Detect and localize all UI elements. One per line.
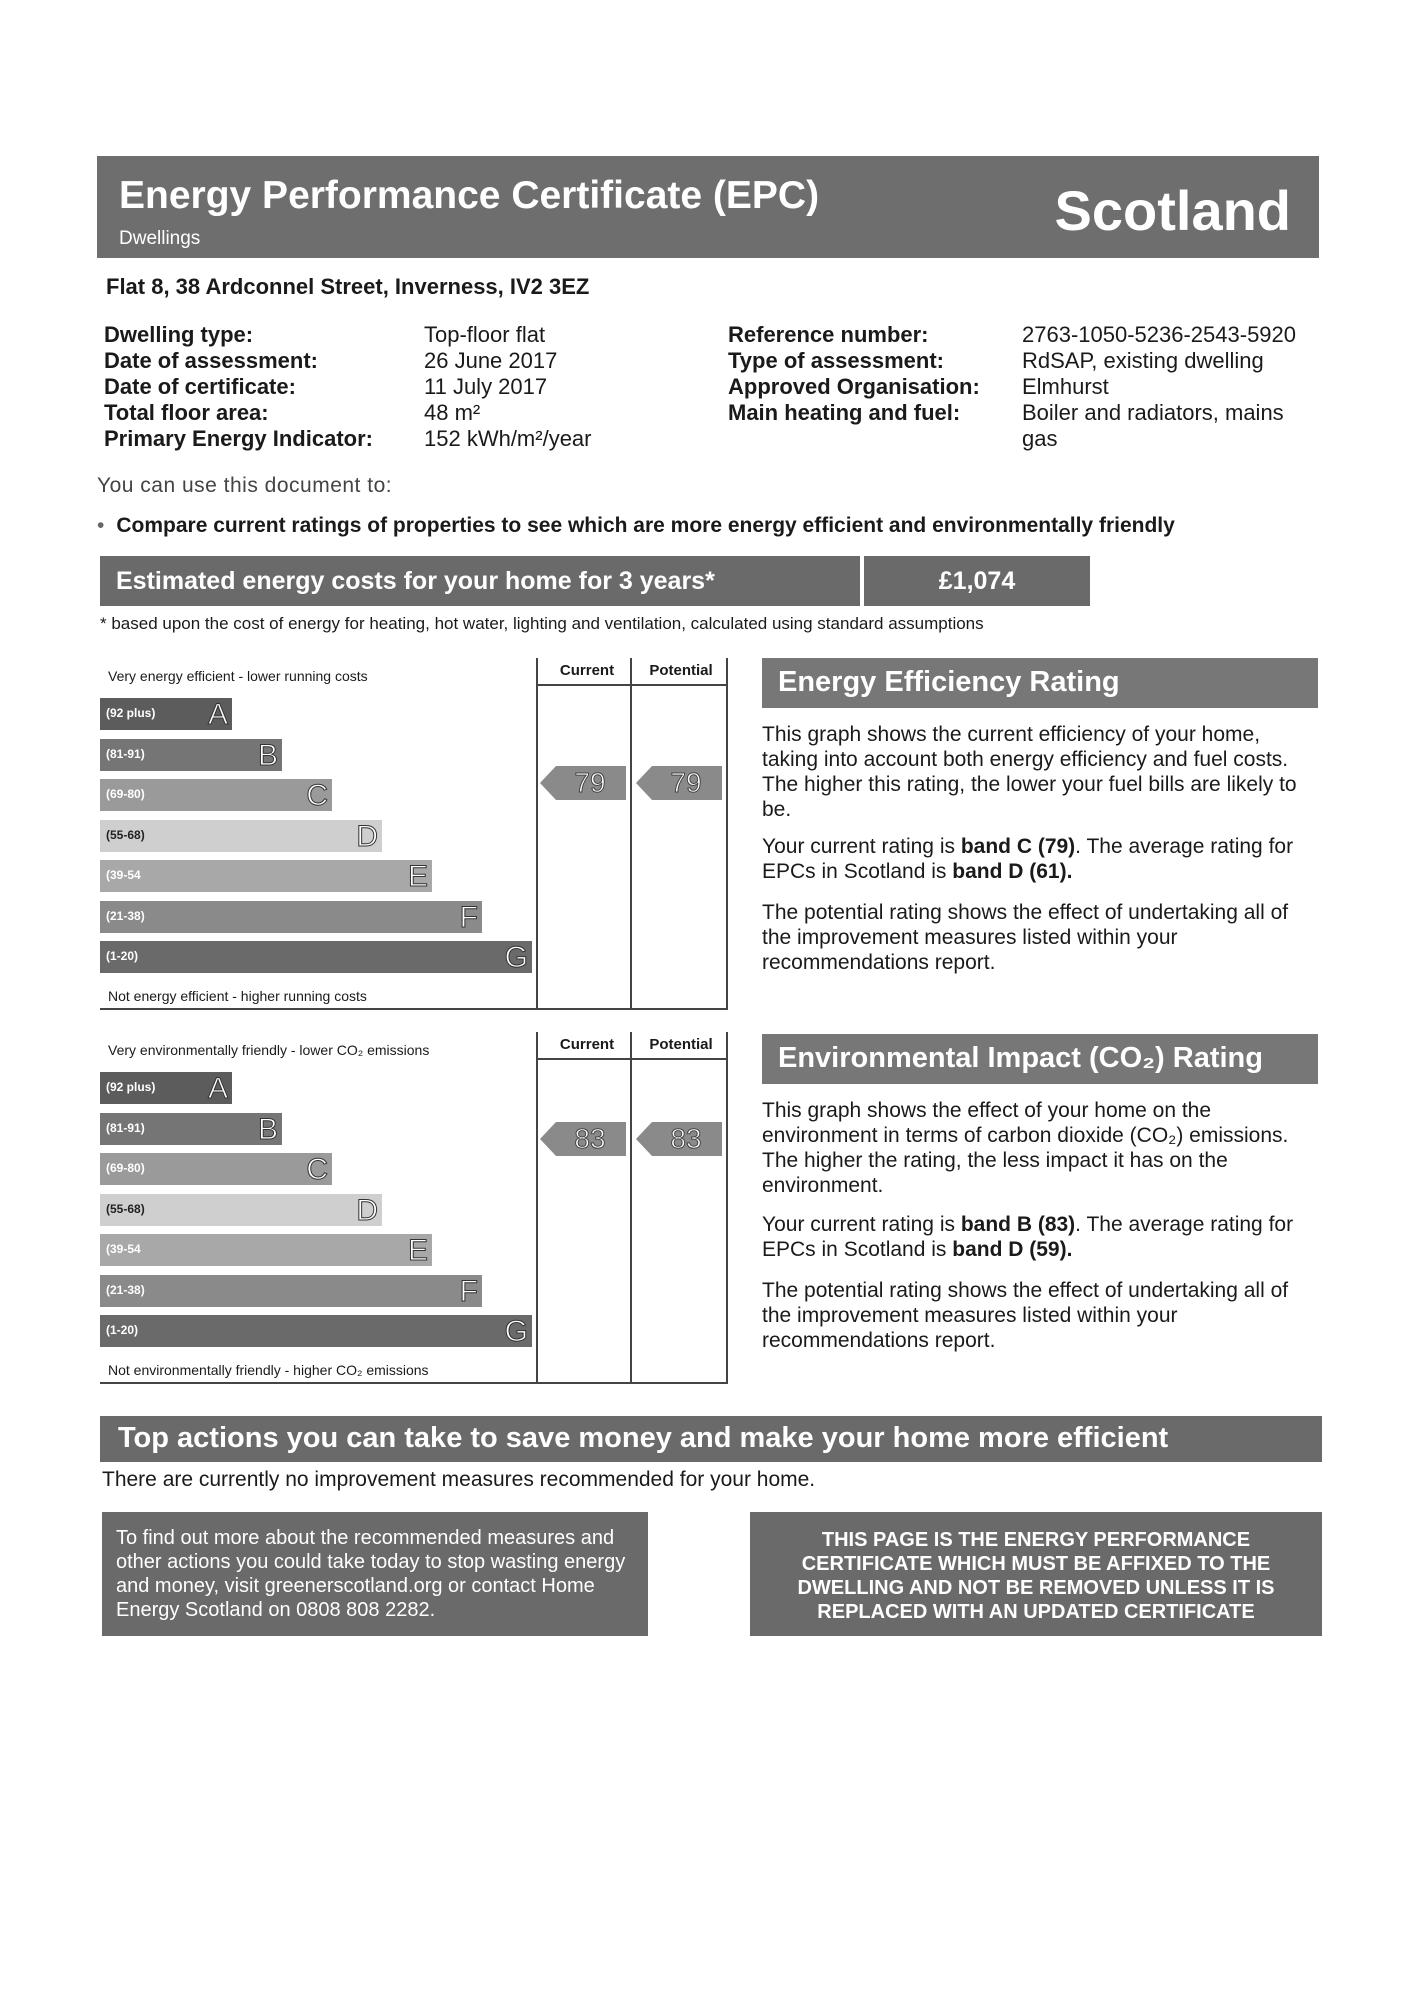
chart-top-label: Very energy efficient - lower running costs	[108, 668, 368, 684]
country-label: Scotland	[1054, 179, 1291, 242]
band-range: (81-91)	[106, 1120, 145, 1135]
detail-value: Boiler and radiators, mains	[1022, 400, 1284, 425]
detail-row	[104, 374, 373, 400]
header-underline	[536, 1058, 728, 1060]
band-letter: B	[257, 738, 278, 772]
page-subtitle: Dwellings	[119, 228, 201, 249]
band-letter: D	[356, 1193, 378, 1227]
band-range: (39-54	[106, 1242, 141, 1256]
band-letter: B	[257, 1112, 278, 1146]
column-divider	[726, 658, 728, 1010]
band-letter: E	[407, 1234, 428, 1267]
band-range: (69-80)	[106, 787, 145, 801]
band-bar-e	[100, 1234, 432, 1266]
column-divider	[536, 1032, 538, 1384]
column-divider	[630, 1032, 632, 1384]
energy-rating-heading-bar	[762, 658, 1318, 708]
band-bar-a	[100, 698, 232, 730]
band-bar-g	[100, 941, 532, 973]
band-range: (1-20)	[106, 1323, 139, 1337]
detail-row	[104, 426, 373, 452]
band-letter: E	[407, 860, 428, 893]
details-right-values	[1022, 322, 1296, 452]
energy-rating-potential: The potential rating shows the effect of undertaking all of the improvement measures listed within your recommendations report.	[762, 901, 1289, 974]
detail-label: Approved Organisation:	[728, 374, 980, 399]
band-letter: G	[504, 941, 528, 974]
text-span: Your current rating is	[762, 835, 961, 858]
detail-value: gas	[1022, 426, 1058, 451]
band-range: (92 plus)	[106, 1080, 156, 1094]
current-rating-arrow	[540, 1122, 626, 1156]
more-info-text: To find out more about the recommended measures and other actions you could take today to stop wasting energy and money, visit greenerscotland.org or contact Home Energy Scotland on 0808 808 2282.	[116, 1527, 626, 1621]
chart-bottom-border	[100, 1382, 728, 1384]
environmental-rating-current	[762, 1212, 1312, 1262]
band-bar-c	[100, 779, 332, 811]
detail-label: Reference number:	[728, 322, 929, 347]
average-band-text: band D (61).	[952, 860, 1073, 883]
band-letter: G	[504, 1315, 528, 1348]
band-range: (92 plus)	[106, 706, 156, 720]
more-info-box	[102, 1512, 648, 1636]
detail-value: RdSAP, existing dwelling	[1022, 348, 1264, 373]
band-bar-a	[100, 1072, 232, 1104]
energy-cost-value: £1,074	[938, 567, 1016, 595]
potential-column-header: Potential	[649, 662, 713, 679]
detail-label: Dwelling type:	[104, 322, 254, 347]
current-rating-value: 79	[574, 767, 606, 798]
detail-row	[104, 348, 373, 374]
detail-value: 11 July 2017	[424, 374, 548, 399]
environmental-rating-heading-bar	[762, 1034, 1318, 1084]
text-span: . The average rating for EPCs in Scotland is	[762, 835, 1294, 883]
band-range: (55-68)	[106, 1201, 145, 1216]
band-range: (81-91)	[106, 746, 145, 761]
text-span: Your current rating is	[762, 1213, 961, 1236]
environmental-rating-potential: The potential rating shows the effect of undertaking all of the improvement measures listed within your recommendations report.	[762, 1279, 1289, 1352]
page-title: Energy Performance Certificate (EPC)	[119, 174, 820, 217]
energy-rating-description: This graph shows the current efficiency of your home, taking into account both energy efficiency and fuel costs. The higher this rating, the lower your fuel bills are likely to be.	[762, 723, 1297, 821]
band-bar-d	[100, 820, 382, 852]
current-column-header: Current	[559, 1036, 615, 1053]
energy-cost-label: Estimated energy costs for your home for 3 years*	[116, 567, 715, 595]
chart-bottom-border	[100, 1008, 728, 1010]
detail-label: Main heating and fuel:	[728, 400, 961, 425]
detail-value: 152 kWh/m²/year	[424, 426, 592, 451]
band-letter: F	[459, 900, 478, 934]
top-actions-bar	[100, 1416, 1322, 1462]
detail-label: Primary Energy Indicator:	[104, 426, 373, 451]
chart-bottom-label: Not energy efficient - higher running costs	[108, 988, 367, 1004]
band-bar-b	[100, 739, 282, 771]
average-band-text: band D (59).	[952, 1238, 1073, 1261]
detail-label: Total floor area:	[104, 400, 269, 425]
band-range: (21-38)	[106, 1282, 145, 1297]
detail-row	[104, 400, 373, 426]
energy-cost-bar	[100, 556, 860, 606]
energy-rating-current	[762, 834, 1312, 884]
list-item	[97, 514, 1175, 538]
band-bar-c	[100, 1153, 332, 1185]
detail-label: Date of certificate:	[104, 374, 296, 399]
bullet-icon: •	[97, 514, 105, 537]
chart-bottom-label: Not environmentally friendly - higher CO₂ emissions	[108, 1362, 429, 1378]
band-letter: D	[356, 819, 378, 853]
detail-value: Top-floor flat	[424, 322, 546, 347]
no-measures-text: There are currently no improvement measures recommended for your home.	[102, 1468, 816, 1491]
use-heading: You can use this document to:	[97, 474, 393, 497]
band-bar-e	[100, 860, 432, 892]
current-rating-value: 83	[574, 1123, 606, 1154]
detail-value: Elmhurst	[1022, 374, 1109, 399]
current-band-text: band C (79)	[960, 835, 1076, 858]
band-bar-d	[100, 1194, 382, 1226]
band-bar-b	[100, 1113, 282, 1145]
environmental-rating-description: This graph shows the effect of your home on the environment in terms of carbon dioxide (CO₂) emissions. The higher the rating, the less impact it has on the environment.	[762, 1099, 1289, 1197]
band-range: (69-80)	[106, 1161, 145, 1175]
details-right	[728, 322, 980, 426]
property-address: Flat 8, 38 Ardconnel Street, Inverness, IV2 3EZ	[106, 274, 590, 299]
band-bar-g	[100, 1315, 532, 1347]
detail-value: 26 June 2017	[424, 348, 558, 373]
current-band-text: band B (83)	[960, 1213, 1076, 1236]
band-range: (55-68)	[106, 827, 145, 842]
column-divider	[536, 658, 538, 1010]
band-range: (1-20)	[106, 949, 139, 963]
band-letter: C	[306, 1153, 328, 1186]
current-rating-arrow	[540, 766, 626, 800]
chart-top-label: Very environmentally friendly - lower CO₂ emissions	[108, 1042, 430, 1058]
energy-rating-heading: Energy Efficiency Rating	[778, 666, 1120, 698]
text-span: . The average rating for EPCs in Scotland is	[762, 1213, 1294, 1261]
potential-rating-value: 83	[670, 1123, 702, 1154]
details-left	[104, 322, 373, 452]
header-underline	[536, 684, 728, 686]
energy-cost-value-box	[864, 556, 1090, 606]
detail-value: 48 m²	[424, 400, 481, 425]
band-bar-f	[100, 1275, 482, 1307]
certificate-notice-text: THIS PAGE IS THE ENERGY PERFORMANCE CERTIFICATE WHICH MUST BE AFFIXED TO THE DWELLING AND NOT BE REMOVED UNLESS IT IS REPLACED WITH AN UPDATED CERTIFICATE	[797, 1529, 1275, 1623]
cost-footnote: * based upon the cost of energy for heating, hot water, lighting and ventilation, calculated using standard assumptions	[100, 614, 984, 633]
potential-rating-arrow	[636, 1122, 722, 1156]
band-letter: F	[459, 1274, 478, 1308]
detail-label: Type of assessment:	[728, 348, 945, 373]
band-range: (39-54	[106, 868, 141, 882]
bullet-text: Compare current ratings of properties to see which are more energy efficient and environmentally friendly	[116, 514, 1175, 537]
detail-value: 2763-1050-5236-2543-5920	[1022, 322, 1297, 347]
detail-label: Date of assessment:	[104, 348, 318, 373]
potential-rating-value: 79	[670, 767, 702, 798]
current-column-header: Current	[559, 662, 615, 679]
band-letter: C	[306, 779, 328, 812]
energy-efficiency-chart	[100, 658, 728, 1010]
potential-column-header: Potential	[649, 1036, 713, 1053]
header-banner	[97, 156, 1319, 258]
potential-rating-arrow	[636, 766, 722, 800]
band-letter: A	[207, 1072, 228, 1105]
details-left-values	[424, 322, 592, 452]
band-bar-f	[100, 901, 482, 933]
band-range: (21-38)	[106, 908, 145, 923]
environmental-impact-chart	[100, 1032, 728, 1384]
band-letter: A	[207, 698, 228, 731]
column-divider	[630, 658, 632, 1010]
top-actions-heading: Top actions you can take to save money and make your home more efficient	[118, 1422, 1169, 1454]
detail-row	[104, 322, 373, 348]
certificate-notice-box	[750, 1512, 1322, 1636]
environmental-rating-heading: Environmental Impact (CO₂) Rating	[778, 1042, 1263, 1074]
column-divider	[726, 1032, 728, 1384]
